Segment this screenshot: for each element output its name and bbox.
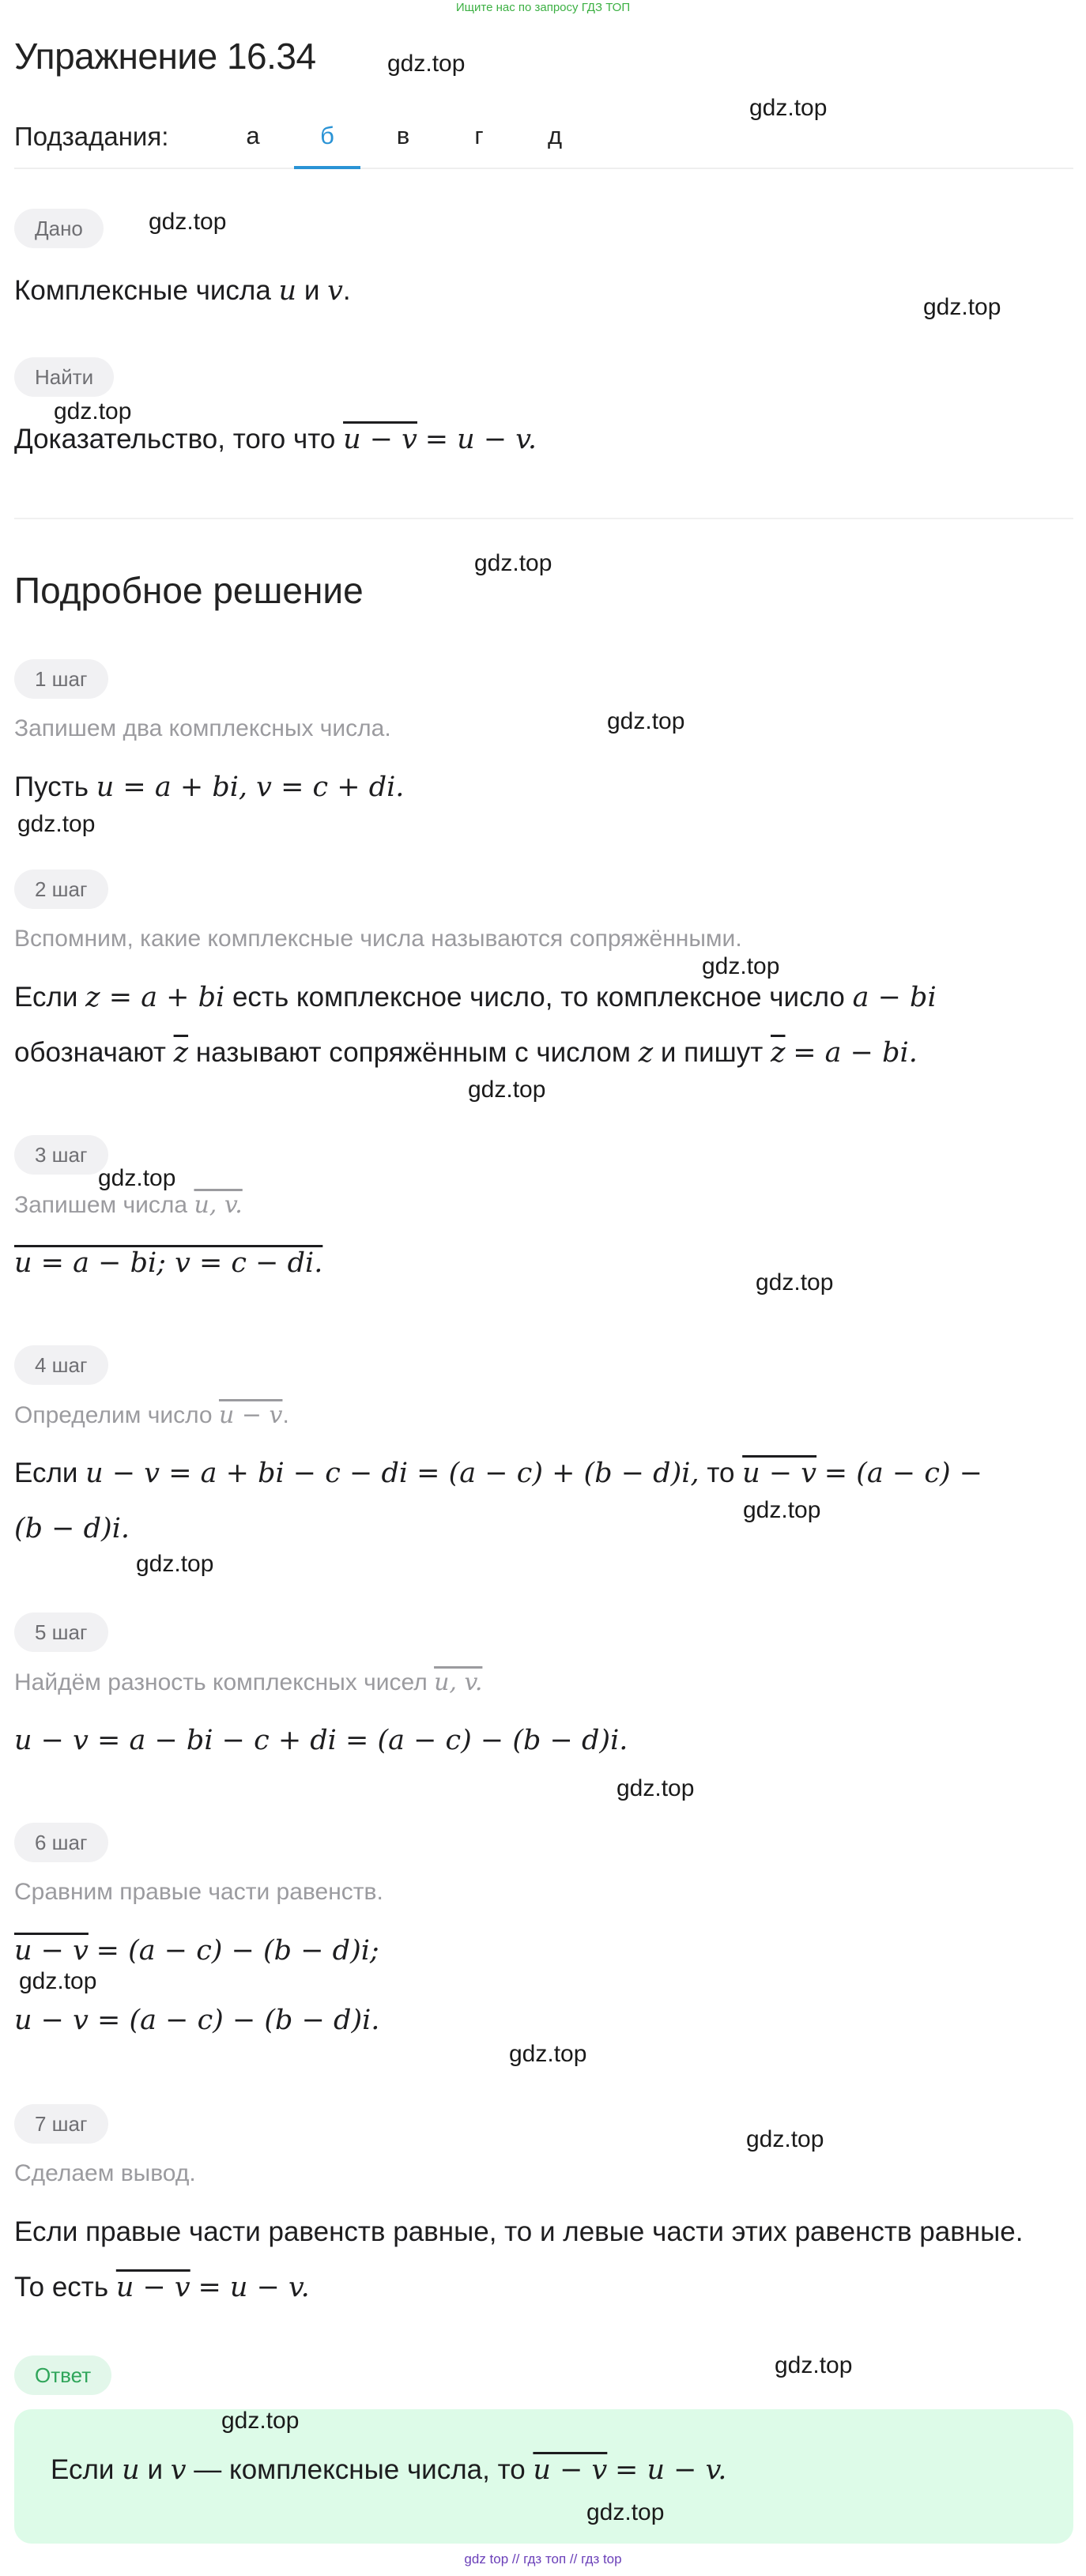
step-4-badge: 4 шаг — [14, 1345, 108, 1385]
given-and: и — [304, 275, 320, 306]
watermark: gdz.top — [474, 550, 552, 576]
step-6-badge: 6 шаг — [14, 1823, 108, 1862]
step-3-hint-formula: u, v. — [194, 1191, 243, 1219]
step-4-formula-b: u − v — [742, 1458, 817, 1489]
step-3-hint — [14, 1191, 243, 1219]
given-text-label: Комплексные числа — [14, 275, 271, 306]
watermark: gdz.top — [923, 294, 1001, 320]
step-2-line-1 — [14, 982, 937, 1013]
step-6-line-2 — [14, 2005, 379, 2036]
answer-badge: Ответ — [14, 2355, 111, 2395]
step-4-hint-dot: . — [282, 1402, 289, 1428]
watermark: gdz.top — [586, 2499, 665, 2525]
answer-lead: Если — [51, 2454, 115, 2485]
step-7-lead: То есть — [14, 2272, 109, 2303]
step-4-lead: Если — [14, 1458, 78, 1488]
page-title: Упражнение 16.34 — [14, 36, 316, 77]
solution-title: Подробное решение — [14, 570, 364, 611]
step-1-badge: 1 шаг — [14, 659, 108, 699]
step-1-formula: u = a + bi, v = c + di. — [96, 771, 405, 803]
tab-b[interactable]: б — [294, 119, 360, 169]
answer-and: и — [147, 2454, 164, 2485]
step-3-badge: 3 шаг — [14, 1135, 108, 1175]
step-6-hint: Сравним правые части равенств. — [14, 1879, 383, 1905]
step-4-hint — [14, 1401, 289, 1429]
answer-mid: — комплексные числа, то — [194, 2454, 526, 2485]
section-divider — [14, 518, 1073, 519]
answer-v: v — [170, 2454, 187, 2486]
watermark: gdz.top — [468, 1077, 546, 1103]
watermark: gdz.top — [509, 2041, 587, 2067]
step-2-line-1-formula-1: z = a + bi — [85, 982, 225, 1013]
step-7-conclusion: Если правые части равенств равные, то и левые части этих равенств равные. — [14, 2216, 1024, 2247]
step-1-body — [14, 771, 404, 803]
footer-links[interactable]: gdz top // гдз топ // гдз top — [464, 2551, 622, 2567]
find-text-label: Доказательство, того что — [14, 424, 336, 454]
watermark: gdz.top — [702, 953, 780, 979]
watermark: gdz.top — [221, 2408, 300, 2434]
watermark: gdz.top — [749, 95, 828, 121]
step-5-body — [14, 1725, 628, 1756]
step-5-hint-text: Найдём разность комплексных чисел — [14, 1669, 428, 1695]
watermark: gdz.top — [17, 811, 96, 837]
find-badge: Найти — [14, 357, 114, 397]
watermark: gdz.top — [149, 209, 227, 235]
watermark: gdz.top — [775, 2352, 853, 2378]
step-2-line-1-a: Если — [14, 982, 78, 1013]
step-1-hint: Запишем два комплексных числа. — [14, 715, 391, 741]
step-7-body — [14, 2272, 310, 2303]
given-v: v — [327, 275, 343, 307]
answer-text — [51, 2454, 726, 2486]
step-7-badge: 7 шаг — [14, 2104, 108, 2144]
step-4-line-2 — [14, 1513, 130, 1544]
step-2-line-2-formula-4: = a − bi. — [793, 1037, 918, 1069]
step-6-formula-1b: = (a − c) − (b − d)i; — [96, 1935, 379, 1967]
step-2-line-1-b: есть комплексное число, то комплексное число — [232, 982, 845, 1013]
step-2-line-2 — [14, 1037, 918, 1069]
step-4-formula-c: = (a − c) − — [824, 1458, 983, 1489]
step-1-lead: Пусть — [14, 771, 89, 802]
given-text — [14, 275, 351, 307]
watermark: gdz.top — [617, 1775, 695, 1801]
step-3-hint-text: Запишем числа — [14, 1192, 188, 1218]
find-expr-lhs: u − v — [343, 424, 417, 455]
step-4-formula-a: u − v = a + bi − c − di = (a − c) + (b − d)i, — [85, 1458, 699, 1489]
step-7-hint: Сделаем вывод. — [14, 2160, 196, 2186]
step-5-formula: u − v = a − bi − c + di = (a − c) − (b − d)i. — [14, 1725, 628, 1756]
step-2-line-2-b: называют сопряжённым с числом — [195, 1037, 631, 1068]
step-2-line-2-formula-3: $\overline{z}$ — [771, 1037, 786, 1069]
answer-u: u — [122, 2454, 140, 2486]
step-3-formula: u = a − bi; v = c − di. — [14, 1247, 323, 1279]
given-dot: . — [342, 275, 351, 306]
find-text — [14, 424, 537, 455]
step-7-formula-b: = u − v. — [198, 2272, 310, 2303]
watermark: gdz.top — [54, 398, 132, 424]
step-4-formula-d: (b − d)i. — [14, 1513, 130, 1544]
watermark: gdz.top — [136, 1551, 214, 1577]
step-6-line-1 — [14, 1935, 379, 1967]
step-4-middle: то — [707, 1458, 735, 1488]
step-2-hint: Вспомним, какие комплексные числа называются сопряжёнными. — [14, 926, 742, 952]
step-3-body — [14, 1247, 322, 1279]
step-2-badge: 2 шаг — [14, 869, 108, 909]
step-2-line-2-c: и пишут — [660, 1037, 764, 1068]
step-2-line-1-formula-2: a − bi — [852, 982, 937, 1013]
top-banner: Ищите нас по запросу ГДЗ ТОП — [455, 1, 631, 14]
step-5-badge: 5 шаг — [14, 1612, 108, 1652]
step-7-formula-a: u − v — [115, 2272, 190, 2303]
answer-formula-a: u − v — [533, 2454, 608, 2486]
watermark: gdz.top — [756, 1269, 834, 1296]
answer-formula-b: = u − v. — [615, 2454, 727, 2486]
step-6-formula-2: u − v = (a − c) − (b − d)i. — [14, 2005, 380, 2036]
step-5-hint — [14, 1669, 482, 1696]
watermark: gdz.top — [746, 2126, 824, 2152]
watermark: gdz.top — [607, 708, 685, 734]
step-5-hint-formula: u, v. — [434, 1669, 483, 1696]
subtasks-label: Подзадания: — [14, 122, 169, 151]
step-4-hint-text: Определим число — [14, 1402, 213, 1428]
step-2-line-2-formula-1: $\overline{z}$ — [173, 1037, 189, 1069]
step-2-line-2-a: обозначают — [14, 1037, 166, 1068]
watermark: gdz.top — [98, 1165, 176, 1191]
step-4-hint-formula: u − v — [218, 1401, 283, 1429]
watermark: gdz.top — [743, 1497, 821, 1523]
step-4-line-1 — [14, 1458, 982, 1489]
tab-a[interactable]: а — [246, 122, 260, 149]
subtasks-bar — [14, 111, 1073, 169]
given-u: u — [278, 275, 297, 307]
given-badge: Дано — [14, 209, 104, 248]
tab-d[interactable]: д — [547, 122, 563, 149]
step-2-line-2-formula-2: z — [638, 1037, 654, 1069]
step-6-formula-1a: u − v — [14, 1935, 89, 1967]
watermark: gdz.top — [19, 1968, 97, 1994]
tab-v[interactable]: в — [396, 122, 410, 149]
find-expr-rhs: = u − v. — [424, 424, 537, 455]
tab-g[interactable]: г — [474, 122, 484, 149]
watermark: gdz.top — [387, 51, 466, 77]
